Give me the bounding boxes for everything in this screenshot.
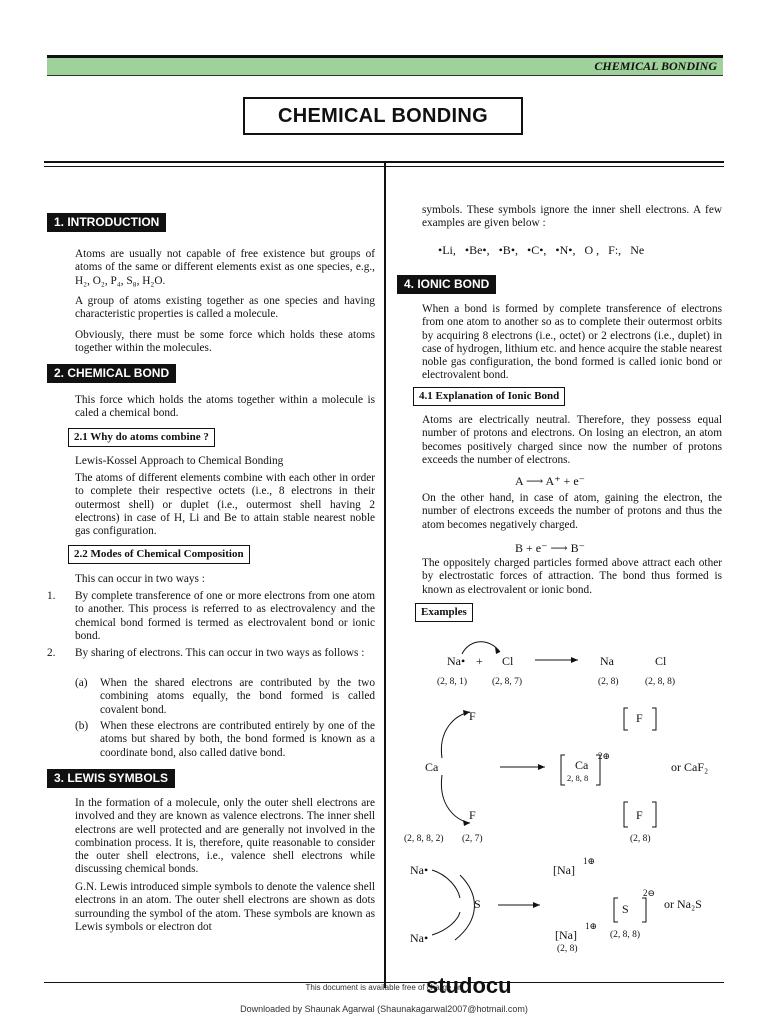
section-ionic-bond-heading: 4. IONIC BOND (397, 275, 496, 294)
chemical-bond-paragraph: This force which holds the atoms together within a molecule is caled a chemical bond. (75, 394, 375, 420)
modes-heading: 2.2 Modes of Chemical Composition (68, 545, 250, 564)
na-ion-bottom: [Na] (555, 928, 577, 942)
f-atom-bottom: F (469, 808, 476, 822)
studocu-logo-text: studocu (426, 973, 512, 998)
config-na: (2, 8, 1) (437, 677, 468, 687)
lewis-example: Ne (630, 243, 645, 257)
lewis-example: O , (584, 243, 600, 257)
na-ion-bottom-charge: 1⊕ (585, 921, 598, 931)
item-2-number: 2. (47, 647, 56, 659)
ca-ion-config: 2, 8, 8 (567, 773, 589, 783)
explanation-heading: 4.1 Explanation of Ionic Bond (413, 387, 565, 406)
lewis-kossel-line: Lewis-Kossel Approach to Chemical Bonding (75, 455, 284, 467)
s-ion-charge: 2⊖ (643, 888, 656, 898)
studocu-logo[interactable] (426, 973, 512, 999)
f-ion-bottom: F (636, 808, 643, 822)
lewis-example: •C•, (527, 243, 547, 257)
why-atoms-combine-heading: 2.1 Why do atoms combine ? (68, 428, 215, 447)
f-ion-top: F (636, 711, 643, 725)
intro-paragraph-2: A group of atoms existing together as one species and having characteristic properties is called a molecule. (75, 295, 375, 321)
section-chemical-bond-heading: 2. CHEMICAL BOND (47, 364, 176, 383)
lewis-example: •B•, (498, 243, 519, 257)
equation-cation: A ⟶ A⁺ + e⁻ (515, 474, 585, 488)
config-na-ion: (2, 8) (557, 944, 578, 954)
ca-ion-charge: 2⊕ (598, 751, 611, 761)
header-band (47, 58, 723, 76)
column-divider (384, 162, 386, 988)
section-introduction-heading: 1. INTRODUCTION (47, 213, 166, 232)
item-2-text: By sharing of electrons. This can occur in two ways as follows : (75, 647, 365, 659)
s-atom: S (474, 897, 481, 911)
lewis-continued-paragraph: symbols. These symbols ignore the inner shell electrons. A few examples are given below : (422, 204, 722, 230)
examples-heading: Examples (415, 603, 473, 622)
plus-sign: + (476, 654, 483, 668)
na-atom-top: Na• (410, 863, 429, 877)
config-f: (2, 7) (462, 834, 483, 844)
lewis-example: •Li, (438, 243, 456, 257)
sub-b-text: When these electrons are contributed entirely by one of the atoms but shared by both, the bond formed is known as a coordinate bond, also called dative bond. (100, 720, 375, 759)
config-cl-ion: (2, 8, 8) (645, 677, 676, 687)
page-title: CHEMICAL BONDING (243, 97, 523, 135)
item-1-text: By complete transference of one or more electrons from one atom to another. This process is referred to as electrovalency and the chemical bond formed is termed as electrovalent bond or ionic bond. (75, 590, 375, 642)
config-cl: (2, 8, 7) (492, 677, 523, 687)
sub-a-number: (a) (75, 677, 88, 689)
electron-transfer-arrow (441, 775, 470, 823)
header-band-label: CHEMICAL BONDING (594, 59, 717, 73)
lewis-example: F:, (608, 243, 622, 257)
na-atom-bottom: Na• (410, 931, 429, 945)
item-1-number: 1. (47, 590, 56, 602)
na-ion-top: [Na] (553, 863, 575, 877)
intro-paragraph-1: Atoms are usually not capable of free existence but groups of atoms of the same or different elements exist as one species, e.g., H₂, O₂, P₄, S₈, H₂O. (75, 248, 375, 287)
lewis-examples-row (438, 243, 728, 258)
config-na-ion: (2, 8) (598, 677, 619, 687)
section-lewis-symbols-heading: 3. LEWIS SYMBOLS (47, 769, 175, 788)
modes-intro: This can occur in two ways : (75, 573, 205, 585)
cl-atom: Cl (502, 654, 514, 668)
electron-transfer-arrow (462, 642, 500, 654)
footer-availability-text: This document is available free of charge on (305, 983, 463, 992)
explanation-paragraph-2: On the other hand, in case of atom, gaining the electron, the number of electrons exceeds the number of protons and thus the atom becomes negatively charged. (422, 492, 722, 531)
config-ca: (2, 8, 8, 2) (404, 834, 444, 844)
intro-paragraph-3: Obviously, there must be some force which holds these atoms together within the molecules. (75, 329, 375, 355)
ca-ion: Ca (575, 758, 589, 772)
na-atom: Na• (447, 654, 466, 668)
electron-transfer-arrow (432, 870, 460, 898)
na-ion-top-charge: 1⊕ (583, 856, 596, 866)
lewis-paragraph-1: In the formation of a molecule, only the outer shell electrons are involved and they are known as valence electrons. The inner shell electrons are well protected and are generally not involved in the combination process. It is, therefore, quite reasonable to consider the outer shell electrons, i.e., valence shell electrons while discussing chemical bonds. (75, 797, 375, 876)
or-na2s: or Na₂S (664, 897, 702, 911)
or-caf2: or CaF₂ (671, 760, 709, 774)
explanation-paragraph-3: The oppositely charged particles formed above attract each other by electrostatic forces of attraction. The bond thus formed is known as electrovalent or ionic bond. (422, 557, 722, 596)
sub-a-text: When the shared electrons are contributed by the two combining atoms equally, the bond formed is called covalent bond. (100, 677, 375, 716)
electron-transfer-arrow (441, 712, 470, 758)
lewis-paragraph-2: G.N. Lewis introduced simple symbols to denote the valence shell electrons in an atom. The outer shell electrons are shown as dots surrounding the symbol of the atom. These symbols are known as Lewis symbols or electron dot (75, 881, 375, 933)
explanation-paragraph-1: Atoms are electrically neutral. Therefore, they possess equal number of protons and electrons. On losing an electron, an atom becomes positively charged since now the number of protons exceeds the number of electrons. (422, 414, 722, 466)
s-ion: S (622, 902, 629, 916)
lewis-example: •N•, (555, 243, 576, 257)
electron-transfer-arrow (432, 912, 460, 935)
ca-atom: Ca (425, 760, 439, 774)
electron-transfer-arrow (455, 875, 474, 940)
sub-b-number: (b) (75, 720, 89, 732)
footer-download-text: Downloaded by Shaunak Agarwal (Shaunakagarwal2007@hotmail.com) (240, 1004, 528, 1014)
cl-ion: Cl (655, 654, 667, 668)
na-ion: Na (600, 654, 614, 668)
why-combine-paragraph: The atoms of different elements combine with each other in order to complete their respective octets (i.e., 8 electrons in their outermost shell) or duplet (i.e., outermost shell having 2 electrons) in case of H, Li and Be to attain stable nearest noble gas configuration. (75, 472, 375, 538)
equation-anion: B + e⁻ ⟶ B⁻ (515, 541, 585, 555)
ionic-paragraph: When a bond is formed by complete transference of electrons from one atom to another so as to complete their outermost orbits by acquiring 8 electrons (i.e., octet) or 2 electrons (i.e., duplet) in case of hydrogen, lithium etc. and hence acquire the stable nearest noble gas configuration, the bond formed is called ionic bond or electrovalent bond. (422, 303, 722, 382)
f-atom-top: F (469, 709, 476, 723)
lewis-example: •Be•, (464, 243, 490, 257)
config-s-ion: (2, 8, 8) (610, 930, 641, 940)
config-f-ion: (2, 8) (630, 834, 651, 844)
